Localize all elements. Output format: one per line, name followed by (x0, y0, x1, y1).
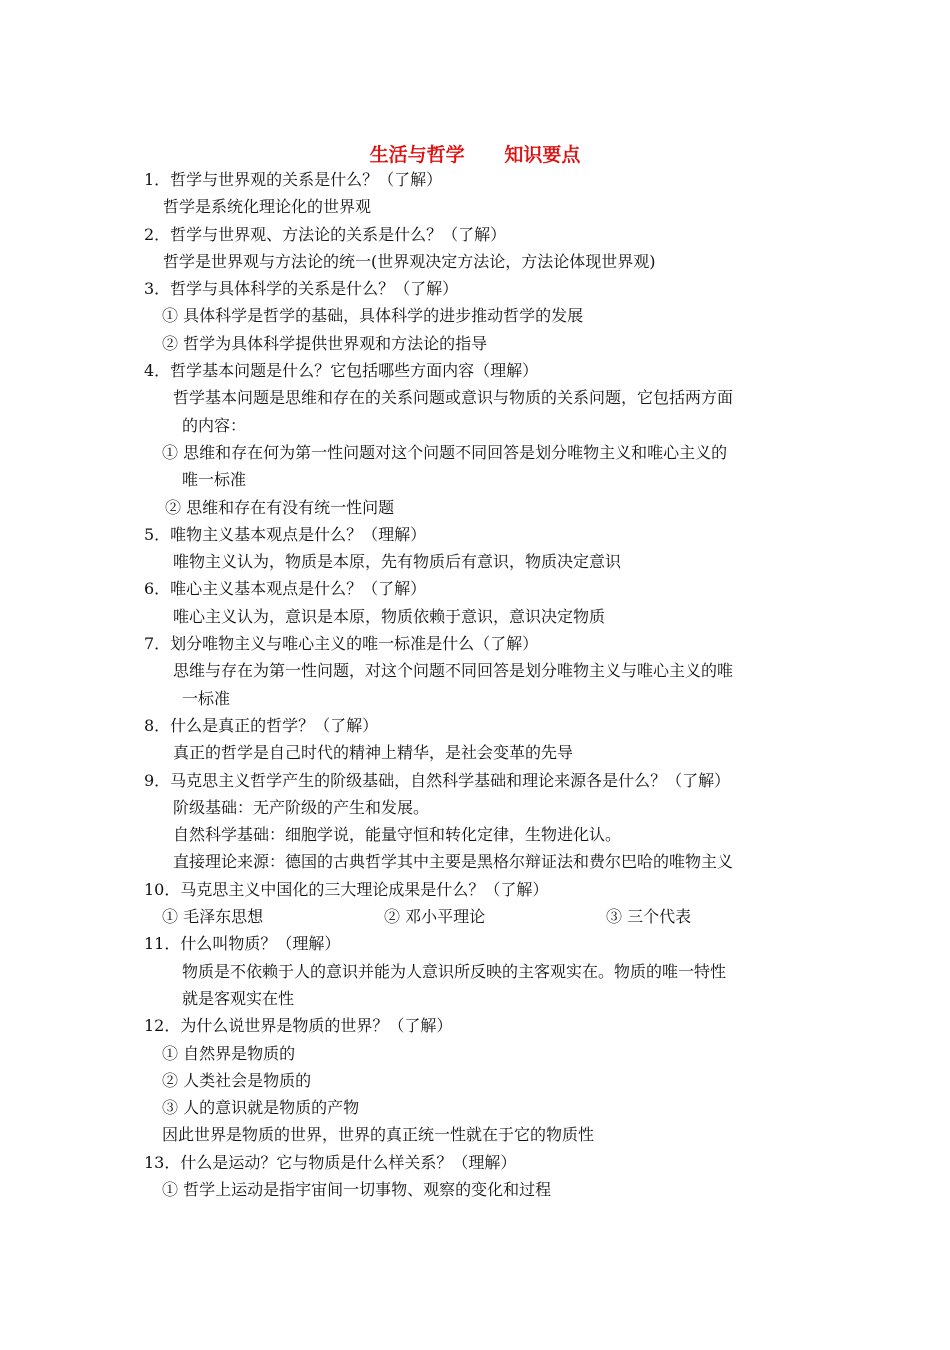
question-8: 8．什么是真正的哲学？（了解） (144, 715, 379, 735)
answer-item: ① 毛泽东思想 (162, 907, 264, 927)
question-7: 7．划分唯物主义与唯心主义的唯一标准是什么（了解） (144, 634, 539, 654)
question-1: 1．哲学与世界观的关系是什么？（了解） (144, 170, 443, 189)
answer-line: 哲学是世界观与方法论的统一(世界观决定方法论，方法论体现世界观) (163, 251, 656, 271)
question-4: 4．哲学基本问题是什么？它包括哪些方面内容（理解） (144, 361, 539, 381)
answer-row (0, 903, 950, 930)
answer-line: 就是客观实在性 (182, 988, 295, 1008)
answer-line: 唯物主义认为，物质是本原，先有物质后有意识，物质决定意识 (173, 552, 622, 572)
answer-item: ② 邓小平理论 (384, 907, 486, 927)
document-body (0, 166, 950, 1203)
answer-line: 真正的哲学是自己时代的精神上精华，是社会变革的先导 (173, 743, 574, 763)
question-12: 12．为什么说世界是物质的世界？（了解） (144, 1016, 453, 1036)
page-title: 生活与哲学 知识要点 (369, 144, 581, 166)
answer-line: 哲学基本问题是思维和存在的关系问题或意识与物质的关系问题，它包括两方面 (173, 388, 734, 408)
answer-line: 直接理论来源：德国的古典哲学其中主要是黑格尔辩证法和费尔巴哈的唯物主义 (173, 852, 734, 872)
question-2: 2．哲学与世界观、方法论的关系是什么？（了解） (144, 224, 507, 244)
answer-line: 自然科学基础：细胞学说，能量守恒和转化定律，生物进化认。 (173, 825, 622, 845)
question-6: 6．唯心主义基本观点是什么？（了解） (144, 579, 427, 599)
question-9: 9．马克思主义哲学产生的阶级基础，自然科学基础和理论来源各是什么？（了解） (144, 770, 731, 790)
answer-item: ① 思维和存在何为第一性问题对这个问题不同回答是划分唯物主义和唯心主义的 (162, 442, 728, 462)
answer-item: ③ 人的意识就是物质的产物 (162, 1098, 360, 1118)
answer-line: 唯心主义认为，意识是本原，物质依赖于意识，意识决定物质 (173, 606, 606, 626)
answer-line: 唯一标准 (182, 470, 247, 490)
answer-line: 哲学是系统化理论化的世界观 (163, 197, 372, 217)
answer-line: 因此世界是物质的世界，世界的真正统一性就在于它的物质性 (162, 1125, 595, 1145)
answer-item: ① 具体科学是哲学的基础，具体科学的进步推动哲学的发展 (162, 306, 584, 326)
question-5: 5．唯物主义基本观点是什么？（理解） (144, 524, 427, 544)
answer-line: 一标准 (182, 688, 231, 708)
question-13: 13．什么是运动？它与物质是什么样关系？（理解） (144, 1152, 517, 1172)
answer-item: ② 哲学为具体科学提供世界观和方法论的指导 (162, 333, 488, 353)
answer-line: 物质是不依赖于人的意识并能为人意识所反映的主客观实在。物质的唯一特性 (182, 961, 727, 981)
question-3: 3．哲学与具体科学的关系是什么？（了解） (144, 279, 459, 299)
answer-line: 思维与存在为第一性问题，对这个问题不同回答是划分唯物主义与唯心主义的唯 (173, 661, 734, 681)
answer-item: ② 思维和存在有没有统一性问题 (165, 497, 395, 517)
answer-item: ① 自然界是物质的 (162, 1043, 296, 1063)
answer-line: 的内容： (182, 415, 247, 435)
question-11: 11．什么叫物质？（理解） (144, 934, 341, 954)
answer-item: ② 人类社会是物质的 (162, 1070, 312, 1090)
question-10: 10．马克思主义中国化的三大理论成果是什么？（了解） (144, 879, 549, 899)
answer-item: ① 哲学上运动是指宇宙间一切事物、观察的变化和过程 (162, 1179, 552, 1199)
answer-item: ③ 三个代表 (606, 907, 692, 927)
answer-line: 阶级基础：无产阶级的产生和发展。 (173, 797, 430, 817)
